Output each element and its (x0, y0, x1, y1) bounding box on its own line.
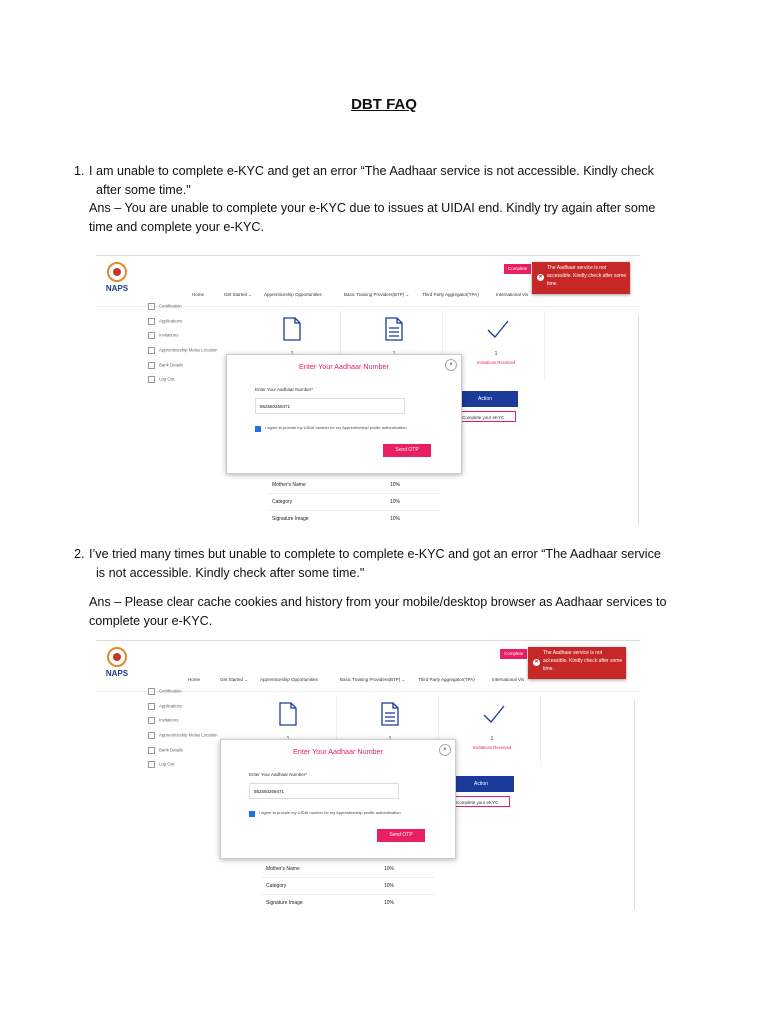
nav-get-started[interactable]: Get Started ⌄ (220, 677, 249, 682)
profile-table (262, 861, 434, 910)
table-row: Category 10% (268, 494, 440, 511)
complete-ekyc-button[interactable]: Complete your eKYC (458, 411, 516, 422)
question-line: after some time." (96, 182, 191, 197)
aadhaar-input[interactable]: 862550269471 (249, 783, 399, 799)
sidebar-item[interactable]: Log Out (148, 376, 174, 383)
consent-checkbox[interactable] (255, 426, 261, 432)
close-icon[interactable]: × (439, 744, 451, 756)
answer-line: time and complete your e-KYC. (89, 219, 264, 234)
sidebar-item[interactable]: Applications (148, 703, 182, 710)
faq-number: 2. (74, 547, 85, 561)
nav-home[interactable]: Home (188, 677, 201, 682)
nav-get-started[interactable]: Get Started ⌄ (224, 292, 253, 297)
field-label: Enter Your Aadhaar Number* (255, 387, 314, 392)
complete-button[interactable]: Complete (500, 649, 527, 659)
nav-international[interactable]: International Vis (492, 677, 525, 682)
aadhaar-modal (220, 739, 456, 859)
faq-answer-1 (89, 199, 689, 236)
modal-title: Enter Your Aadhaar Number (293, 747, 383, 756)
sidebar-item[interactable]: Applications (148, 318, 182, 325)
site-header (96, 640, 640, 692)
aadhaar-modal (226, 354, 462, 474)
screenshot-2 (96, 640, 640, 910)
answer-line: Ans – You are unable to complete your e-KYC due to issues at UIDAI end. Kindly try again after some (89, 201, 656, 215)
nav-tpa[interactable]: Third Party Aggregator(TPA) (418, 677, 475, 682)
consent-text: I agree to provide my UIDAI number for my Apprenticeship profile authentication (259, 810, 401, 815)
table-row: Category 10% (262, 878, 434, 895)
nav-home[interactable]: Home (192, 292, 205, 297)
table-row: Signature Image 10% (262, 895, 434, 910)
faq-number: 1. (74, 164, 85, 178)
error-circle-icon: ✕ (538, 274, 543, 280)
complete-button[interactable]: Complete (504, 264, 531, 274)
error-toast: ✕ The Aadhaar service is not accessible. Kindly check after some time. (528, 647, 626, 679)
nav-apprenticeship[interactable]: Apprenticeship Opportunities (264, 292, 322, 297)
error-circle-icon: ✕ (534, 659, 539, 665)
nav-apprenticeship[interactable]: Apprenticeship Opportunities (260, 677, 318, 682)
nav-international[interactable]: International Vis (496, 292, 529, 297)
table-row: Signature Image 10% (268, 511, 440, 525)
document-icon (282, 317, 302, 341)
answer-line: complete your e-KYC. (89, 613, 213, 628)
profile-table (268, 477, 440, 525)
sidebar-item[interactable]: Apprenticeship Melas Location (148, 347, 218, 354)
field-label: Enter Your Aadhaar Number* (249, 772, 308, 777)
sidebar-item[interactable]: Bank Details (148, 362, 183, 369)
table-row: Mother's Name 10% (268, 477, 440, 494)
close-icon[interactable]: × (445, 359, 457, 371)
send-otp-button[interactable]: Send OTP (383, 444, 431, 457)
screenshot-1 (96, 255, 640, 525)
sidebar-item[interactable]: Certification (148, 303, 182, 310)
answer-line: Ans – Please clear cache cookies and history from your mobile/desktop browser as Aadhaar services to (89, 595, 667, 609)
list-document-icon (384, 317, 404, 341)
sidebar-item[interactable]: Log Out (148, 761, 174, 768)
sidebar-item[interactable]: Bank Details (148, 747, 183, 754)
check-icon (486, 317, 510, 341)
action-header: Action (452, 391, 518, 407)
faq-answer-2 (89, 593, 689, 630)
check-icon (482, 702, 506, 726)
naps-logo: NAPS (102, 647, 132, 683)
sidebar-item[interactable]: Certification (148, 688, 182, 695)
question-line: is not accessible. Kindly check after some time." (96, 565, 365, 580)
list-document-icon (380, 702, 400, 726)
sidebar-item[interactable]: Invitations (148, 717, 178, 724)
stat-panel: 1 Invitations Received (448, 311, 545, 381)
document-icon (278, 702, 298, 726)
sidebar-item[interactable]: Invitations (148, 332, 178, 339)
faq-question-2 (74, 545, 684, 582)
site-header (96, 255, 640, 307)
sidebar-item[interactable]: Apprenticeship Melas Location (148, 732, 218, 739)
stat-panel: 1 Invitations Received (444, 696, 541, 766)
question-line: I’ve tried many times but unable to complete to complete e-KYC and got an error “The Aadhaar service (89, 547, 661, 561)
faq-question-1 (74, 162, 684, 199)
nav-btp[interactable]: Basic Training Providers(BTP) ⌄ (340, 677, 406, 682)
error-toast: ✕ The Aadhaar service is not accessible. Kindly check after some time. (532, 262, 630, 294)
aadhaar-input[interactable]: 862550269471 (255, 398, 405, 414)
naps-logo: NAPS (102, 262, 132, 298)
question-line: I am unable to complete e-KYC and get an error “The Aadhaar service is not accessible. Kindly check (89, 164, 654, 178)
nav-tpa[interactable]: Third Party Aggregator(TPA) (422, 292, 479, 297)
page-title: DBT FAQ (351, 96, 417, 113)
table-row: Mother's Name 10% (262, 861, 434, 878)
action-header: Action (448, 776, 514, 792)
nav-btp[interactable]: Basic Training Providers(BTP) ⌄ (344, 292, 410, 297)
modal-title: Enter Your Aadhaar Number (299, 362, 389, 371)
send-otp-button[interactable]: Send OTP (377, 829, 425, 842)
complete-ekyc-button[interactable]: Complete your eKYC (452, 796, 510, 807)
consent-text: I agree to provide my UIDAI number for my Apprenticeship profile authentication (265, 425, 407, 430)
consent-checkbox[interactable] (249, 811, 255, 817)
